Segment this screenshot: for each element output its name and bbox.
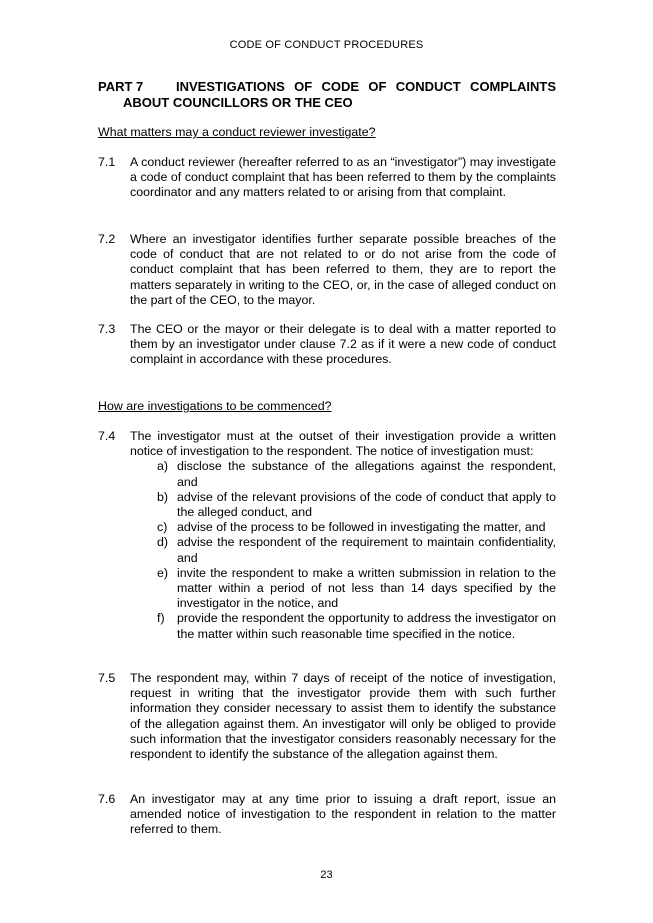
part-number: PART 7 xyxy=(98,79,144,94)
clause-number: 7.2 xyxy=(98,232,116,246)
clause-text: A conduct reviewer (hereafter referred to as an “investigator”) may investigate a code of conduct complaint that has been referred to them by the complaints coordinator and any matters related to or arising from that complaint. xyxy=(130,155,556,200)
list-item-text: advise the respondent of the requirement to maintain confidentiality, and xyxy=(177,535,556,565)
list-item-text: invite the respondent to make a written submission in relation to the matter within a period of not less than 14 days specified by the investigator in the notice, and xyxy=(177,565,556,611)
list-item xyxy=(157,520,556,535)
clause-7-5 xyxy=(98,671,556,762)
list-item xyxy=(157,459,556,489)
list-marker: a) xyxy=(157,459,169,474)
clause-7-6 xyxy=(98,792,556,838)
clause-text: An investigator may at any time prior to issuing a draft report, issue an amended notice of investigation to the respondent in relation to the matter referred to them. xyxy=(130,792,556,837)
list-item-text: disclose the substance of the allegations against the respondent, and xyxy=(177,459,556,489)
running-header: CODE OF CONDUCT PROCEDURES xyxy=(229,39,424,51)
clause-7-1 xyxy=(98,155,556,201)
clause-7-3 xyxy=(98,322,556,368)
list-item xyxy=(157,535,556,565)
part-title-line-1: INVESTIGATIONS OF CODE OF CONDUCT COMPLAINTS xyxy=(176,79,556,94)
clause-text: Where an investigator identifies further separate possible breaches of the code of conduct that are not related to or do not arise from the code of conduct complaint that has been referred to them, they are to report the matters separately in writing to the CEO, or, in the case of alleged conduct on the part of the CEO, to the mayor. xyxy=(130,232,556,307)
clause-number: 7.6 xyxy=(98,792,116,806)
list-marker: e) xyxy=(157,565,169,580)
clause-number: 7.4 xyxy=(98,429,116,443)
clause-number: 7.1 xyxy=(98,155,116,169)
list-item xyxy=(157,611,556,641)
page-number: 23 xyxy=(320,869,333,881)
list-marker: c) xyxy=(157,520,168,535)
list-item-text: advise of the relevant provisions of the code of conduct that apply to the alleged conduct, and xyxy=(177,489,556,520)
list-marker: f) xyxy=(157,611,165,626)
list-item-text: provide the respondent the opportunity to address the investigator on the matter within such reasonable time specified in the notice. xyxy=(177,611,556,641)
clause-number: 7.5 xyxy=(98,671,116,685)
list-item-text: advise of the process to be followed in investigating the matter, and xyxy=(177,520,546,535)
clause-text: The respondent may, within 7 days of receipt of the notice of investigation, request in writing that the investigator provide them with such further information they consider necessary to assist them to identify the substance of the allegation against them. An investigator will only be obliged to provide such information that the investigator considers reasonably necessary for the respondent to identify the substance of the allegation against them. xyxy=(130,671,556,762)
list-marker: b) xyxy=(157,489,169,504)
clause-text: The CEO or the mayor or their delegate is to deal with a matter reported to them by an investigator under clause 7.2 as if it were a new code of conduct complaint in accordance with these procedures. xyxy=(130,322,556,367)
clause-7-4 xyxy=(98,429,556,642)
section-heading: What matters may a conduct reviewer investigate? xyxy=(98,125,376,139)
list-item xyxy=(157,490,556,520)
section-heading: How are investigations to be commenced? xyxy=(98,399,332,413)
part-title-line-2: ABOUT COUNCILLORS OR THE CEO xyxy=(123,95,353,110)
list-marker: d) xyxy=(157,535,169,550)
clause-7-2 xyxy=(98,232,556,308)
part-title xyxy=(98,79,556,111)
clause-number: 7.3 xyxy=(98,322,116,336)
clause-text: The investigator must at the outset of their investigation provide a written notice of investigation to the respondent. The notice of investigation must: xyxy=(130,429,556,459)
list-item xyxy=(157,566,556,612)
